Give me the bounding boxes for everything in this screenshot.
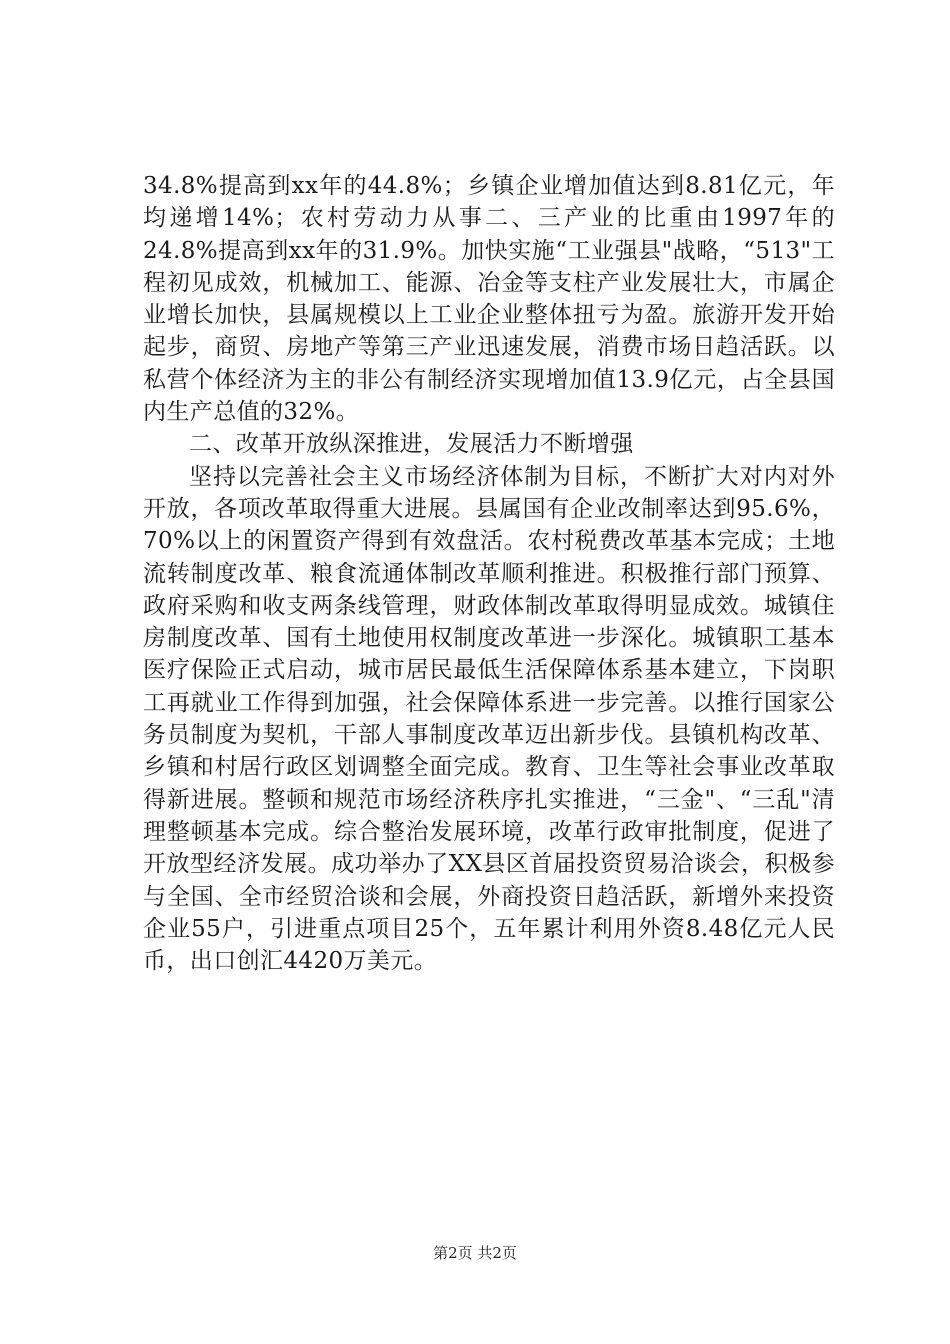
paragraph-continuation: 34.8%提高到xx年的44.8%；乡镇企业增加值达到8.81亿元，年均递增14%；农村劳动力从事二、三产业的比重由1997年的24.8%提高到xx年的31.9%。加快实施“工业强县"战略，“513"工程初见成效，机械加工、能源、冶金等支柱产业发展壮大，市属企业增长加快，县属规模以上工业企业整体扭亏为盈。旅游开发开始起步，商贸、房地产等第三产业迅速发展，消费市场日趋活跃。以私营个体经济为主的非公有制经济实现增加值13.9亿元，占全县国内生产总值的32%。 <box>143 173 835 426</box>
section-heading: 二、改革开放纵深推进，发展活力不断增强 <box>189 431 634 458</box>
document-body <box>143 170 835 977</box>
paragraph-reform: 坚持以完善社会主义市场经济体制为目标，不断扩大对内对外开放，各项改革取得重大进展。县属国有企业改制率达到95.6%，70%以上的闲置资产得到有效盘活。农村税费改革基本完成；土地流转制度改革、粮食流通体制改革顺利推进。积极推行部门预算、政府采购和收支两条线管理，财政体制改革取得明显成效。城镇住房制度改革、国有土地使用权制度改革进一步深化。城镇职工基本医疗保险正式启动，城市居民最低生活保障体系基本建立，下岗职工再就业工作得到加强，社会保障体系进一步完善。以推行国家公务员制度为契机，干部人事制度改革迈出新步伐。县镇机构改革、乡镇和村居行政区划调整全面完成。教育、卫生等社会事业改革取得新进展。整顿和规范市场经济秩序扎实推进，“三金"、“三乱"清理整顿基本完成。综合整治发展环境，改革行政审批制度，促进了开放型经济发展。成功举办了XX县区首届投资贸易洽谈会，积极参与全国、全市经贸洽谈和会展，外商投资日趋活跃，新增外来投资企业55户，引进重点项目25个，五年累计利用外资8.48亿元人民币，出口创汇4420万美元。 <box>143 463 835 975</box>
page-footer: 第2页 共2页 <box>433 1244 517 1262</box>
